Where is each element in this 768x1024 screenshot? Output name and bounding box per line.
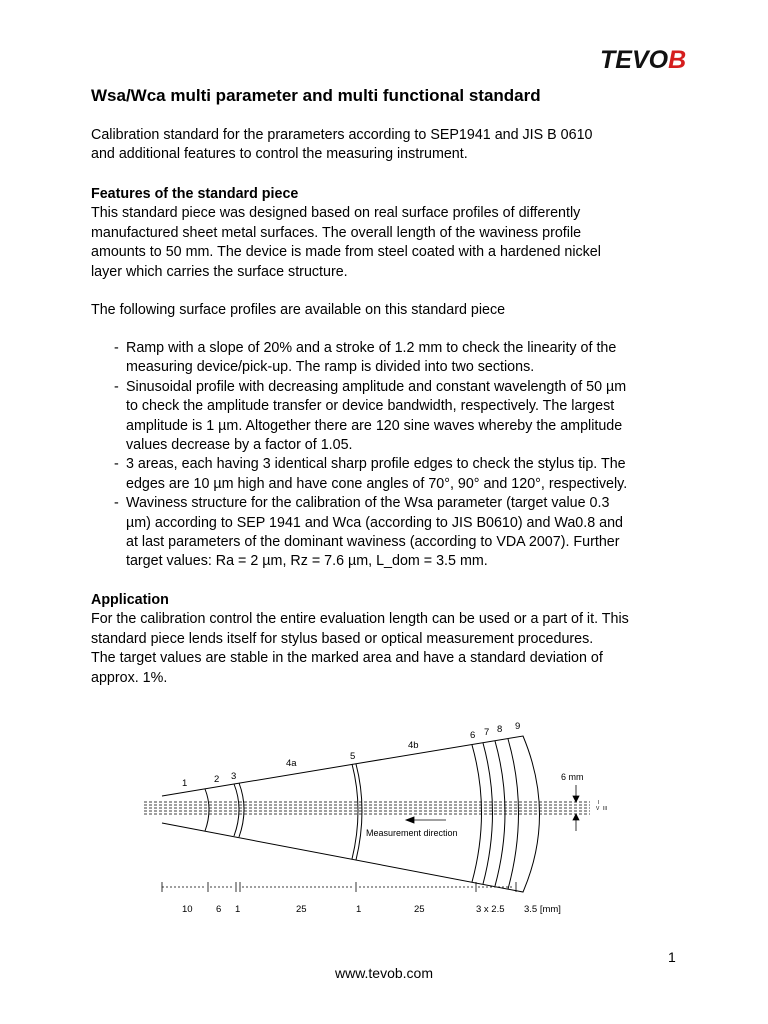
- application-line: For the calibration control the entire evaluation length can be used or a part of it. This: [91, 611, 629, 628]
- list-item-line: - Sinusoidal profile with decreasing amplitude and constant wavelength of 50 µm: [126, 378, 627, 395]
- area-label: 3: [231, 771, 237, 782]
- width-arrow-head: [573, 796, 579, 802]
- area-label: 9: [515, 721, 521, 732]
- area-label: 5: [350, 751, 356, 762]
- dimension-label: 3 x 2.5: [476, 904, 505, 915]
- side-label-v: V: [596, 806, 600, 812]
- standard-piece-diagram: [138, 700, 628, 928]
- dimension-label: 10: [182, 904, 193, 915]
- section-line: [205, 789, 209, 831]
- profiles-intro-text: The following surface profiles are available on this standard piece: [91, 302, 506, 318]
- width-label: 6 mm: [561, 772, 584, 782]
- features-line: manufactured sheet metal surfaces. The overall length of the waviness profile: [91, 224, 582, 241]
- features-heading: Features of the standard piece: [91, 186, 299, 202]
- section-line: [356, 764, 362, 860]
- direction-label: Measurement direction: [366, 828, 458, 838]
- dimension-label: 1: [235, 904, 241, 915]
- section-line: [234, 784, 239, 836]
- application-line: standard piece lends itself for stylus based or optical measurement procedures.: [91, 630, 594, 647]
- dimension-label: 6: [216, 904, 222, 915]
- list-item: [114, 378, 694, 456]
- area-label: 1: [182, 778, 188, 789]
- width-arrow-head: [573, 814, 579, 820]
- side-label-iii: III: [603, 806, 608, 812]
- area-label: 4a: [286, 758, 297, 769]
- list-item: [114, 494, 694, 572]
- section-line: [239, 783, 244, 837]
- features-line: amounts to 50 mm. The device is made from steel coated with a hardened nickel: [91, 244, 601, 261]
- list-item-line: µm) according to SEP 1941 and Wca (according to JIS B0610) and Wa0.8 and: [126, 514, 623, 531]
- application-line: approx. 1%.: [91, 669, 168, 686]
- section-line: [472, 745, 482, 882]
- tevob-logo: [598, 44, 708, 76]
- features-line: This standard piece was designed based on real surface profiles of differently: [91, 205, 581, 222]
- features-section: [91, 185, 691, 282]
- list-item-line: measuring device/pick-up. The ramp is divided into two sections.: [126, 359, 535, 376]
- list-item-line: to check the amplitude transfer or device bandwidth, respectively. The largest: [126, 398, 615, 415]
- section-line: [495, 741, 505, 886]
- section-line: [483, 743, 493, 884]
- dimension-label: 3.5 [mm]: [524, 904, 561, 915]
- page-number: 1: [668, 949, 676, 965]
- intro-line: Calibration standard for the prarameters according to SEP1941 and JIS B 0610: [91, 127, 593, 143]
- application-line: The target values are stable in the marked area and have a standard deviation of: [91, 650, 603, 667]
- dimension-label: 25: [414, 904, 425, 915]
- list-item: [114, 339, 694, 378]
- page-title: Wsa/Wca multi parameter and multi functional standard: [91, 86, 541, 105]
- application-heading: Application: [91, 592, 169, 608]
- side-label-i: I: [598, 800, 600, 806]
- list-item-line: values decrease by a factor of 1.05.: [126, 437, 353, 454]
- list-item-line: - Waviness structure for the calibration of the Wsa parameter (target value 0.3: [126, 495, 610, 512]
- profiles-list: [114, 339, 694, 572]
- area-label: 7: [484, 727, 490, 738]
- intro-line: and additional features to control the measuring instrument.: [91, 146, 468, 163]
- list-item-line: amplitude is 1 µm. Altogether there are 120 sine waves whereby the amplitude: [126, 417, 623, 434]
- profiles-intro: [91, 301, 691, 320]
- dimension-label: 25: [296, 904, 307, 915]
- list-item-line: edges are 10 µm high and have cone angles of 70°, 90° and 120°, respectively.: [126, 475, 628, 492]
- intro-paragraph: [91, 126, 691, 165]
- list-item-line: - Ramp with a slope of 20% and a stroke of 1.2 mm to check the linearity of the: [126, 340, 617, 356]
- area-label: 4b: [408, 740, 419, 751]
- list-item: [114, 455, 694, 494]
- features-line: layer which carries the surface structure.: [91, 263, 348, 280]
- area-label: 2: [214, 774, 220, 785]
- area-label: 8: [497, 724, 503, 735]
- application-section: [91, 591, 691, 688]
- logo-text: TEVOB: [600, 46, 687, 74]
- footer-url[interactable]: www.tevob.com: [334, 965, 434, 981]
- dimension-label: 1: [356, 904, 362, 915]
- list-item-line: - 3 areas, each having 3 identical sharp profile edges to check the stylus tip. The: [126, 456, 626, 473]
- list-item-line: at last parameters of the dominant waviness (according to VDA 2007). Further: [126, 534, 620, 551]
- list-item-line: target values: Ra = 2 µm, Rz = 7.6 µm, L_dom = 3.5 mm.: [126, 553, 488, 570]
- section-line: [352, 764, 358, 859]
- area-label: 6: [470, 730, 476, 741]
- direction-arrow-head: [406, 817, 414, 823]
